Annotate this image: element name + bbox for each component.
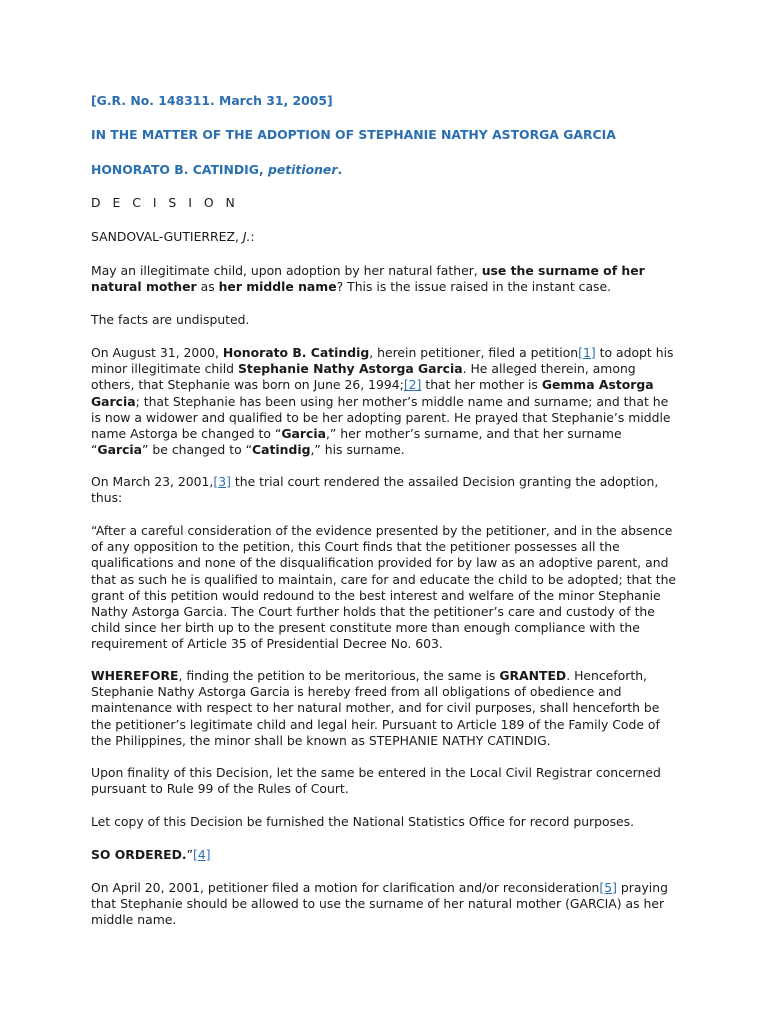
footnote-link-1[interactable]: [1] xyxy=(578,345,596,360)
text-bold: WHEREFORE xyxy=(91,668,179,683)
paragraph-motion xyxy=(91,880,681,929)
text: ,” her mother’s surname, and that her surname “ xyxy=(91,426,622,458)
ponente-name: SANDOVAL-GUTIERREZ, xyxy=(91,229,243,244)
petitioner-role: petitioner xyxy=(267,162,338,177)
text: On March 23, 2001, xyxy=(91,474,214,489)
ponente-title: J. xyxy=(242,229,251,244)
text: ; that Stephanie has been using her mother’s middle name and surname; and that he is now a widower and qualified to be her adopting parent. He prayed that Stephanie’s middle name Astorga be changed to “ xyxy=(91,393,671,442)
ponente-colon: : xyxy=(250,229,255,244)
footnote-link-4[interactable]: [4] xyxy=(193,847,211,862)
case-number: [G.R. No. 148311. March 31, 2005] xyxy=(91,93,333,108)
text: ,” his surname. xyxy=(310,442,405,458)
case-petitioner xyxy=(91,162,342,178)
petitioner-end: . xyxy=(337,162,343,177)
paragraph-wherefore xyxy=(91,668,681,749)
text: On April 20, 2001, petitioner filed a motion for clarification and/or reconsideration xyxy=(91,880,600,895)
paragraph-quote: “After a careful consideration of the evidence presented by the petitioner, and in the absence of any opposition to the petition, this Court finds that the petitioner possesses all the qualifications and none of the disqualification provided for by law as an adoptive parent, and that as such he is qualified to maintain, care for and educate the child to be adopted; that the grant of this petition would redound to the best interest and welfare of the minor Stephanie Nathy Astorga Garcia. The Court further holds that the petitioner’s care and custody of the child since her birth up to the present constitute more than enough compliance with the requirement of Article 35 of Presidential Decree No. 603. xyxy=(91,523,677,652)
text: May an illegitimate child, upon adoption by her natural father, xyxy=(91,263,482,278)
text: that her mother is xyxy=(421,377,542,393)
text: , finding the petition to be meritorious, the same is xyxy=(178,668,500,683)
text-bold: Catindig xyxy=(252,442,311,458)
text-bold: Garcia xyxy=(281,426,326,442)
text-bold: GRANTED xyxy=(499,668,567,683)
petitioner-name: HONORATO B. CATINDIG, xyxy=(91,162,268,177)
text: ” be changed to “ xyxy=(142,442,253,458)
text-bold: her middle name xyxy=(218,279,337,295)
ponente xyxy=(91,229,255,245)
text: praying that Stephanie should be allowed to use the surname of her natural mother (GARCIA) as her middle name. xyxy=(91,880,668,928)
footnote-link-3[interactable]: [3] xyxy=(213,474,231,489)
text-bold: Honorato B. Catindig xyxy=(222,345,370,360)
text-bold: Garcia xyxy=(97,442,143,458)
text: the trial court rendered the assailed Decision granting the adoption, thus: xyxy=(91,474,659,506)
text: to adopt his minor illegitimate child xyxy=(91,345,674,377)
paragraph-issue xyxy=(91,263,681,295)
paragraph-trial xyxy=(91,474,681,506)
decision-heading: D E C I S I O N xyxy=(91,195,239,210)
text: ” xyxy=(186,847,194,862)
text: , herein petitioner, filed a petition xyxy=(369,345,579,360)
text: ? This is the issue raised in the instant case. xyxy=(336,279,612,295)
text-bold: use the surname of her natural mother xyxy=(91,263,645,295)
paragraph-finality: Upon finality of this Decision, let the same be entered in the Local Civil Registrar concerned pursuant to Rule 99 of the Rules of Court. xyxy=(91,765,661,797)
text: On August 31, 2000, xyxy=(91,345,223,360)
text: as xyxy=(196,279,219,295)
text-bold: Stephanie Nathy Astorga Garcia xyxy=(237,361,463,377)
paragraph-ordered xyxy=(91,847,211,863)
paragraph-facts: The facts are undisputed. xyxy=(91,312,250,327)
paragraph-petition xyxy=(91,345,681,458)
text-bold: Gemma Astorga Garcia xyxy=(91,377,654,409)
text-bold: SO ORDERED. xyxy=(91,847,187,862)
case-title: IN THE MATTER OF THE ADOPTION OF STEPHANIE NATHY ASTORGA GARCIA xyxy=(91,127,616,142)
footnote-link-5[interactable]: [5] xyxy=(599,880,617,895)
paragraph-copy: Let copy of this Decision be furnished the National Statistics Office for record purposes. xyxy=(91,814,635,829)
footnote-link-2[interactable]: [2] xyxy=(403,377,422,393)
text: . Henceforth, Stephanie Nathy Astorga Garcia is hereby freed from all obligations of obedience and maintenance with respect to her natural mother, and for civil purposes, shall henceforth be the petitioner’s legitimate child and legal heir. Pursuant to Article 189 of the Family Code of the Philippines, the minor shall be known as STEPHANIE NATHY CATINDIG. xyxy=(91,668,660,748)
text: . He alleged therein, among others, that Stephanie was born on June 26, 1994; xyxy=(91,361,636,393)
